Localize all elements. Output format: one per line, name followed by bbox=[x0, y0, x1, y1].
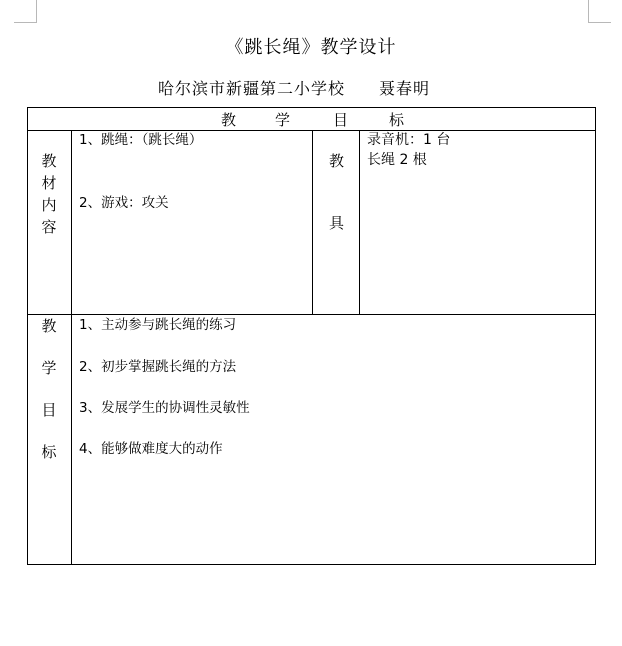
header-char: 标 bbox=[389, 111, 405, 129]
equipment-label: 教 具 bbox=[328, 152, 344, 232]
table-divider bbox=[359, 130, 360, 314]
header-char: 教 bbox=[221, 111, 237, 129]
table-divider bbox=[71, 130, 72, 564]
school-name: 哈尔滨市新疆第二小学校 bbox=[158, 79, 346, 98]
header-char: 学 bbox=[275, 111, 291, 129]
table-header bbox=[28, 108, 595, 130]
header-char: 目 bbox=[333, 111, 349, 129]
page-corner-mark-right bbox=[588, 0, 611, 23]
objective-item: 1、主动参与跳长绳的练习 bbox=[79, 317, 237, 333]
document-title: 《跳长绳》教学设计 bbox=[225, 37, 397, 58]
author-name: 聂春明 bbox=[379, 79, 431, 98]
objective-item: 4、能够做难度大的动作 bbox=[79, 441, 223, 457]
materials-label: 教 材 内 容 bbox=[41, 152, 57, 236]
materials-item: 1、跳绳：（跳长绳） bbox=[79, 132, 203, 148]
objective-item: 3、发展学生的协调性灵敏性 bbox=[79, 400, 250, 416]
table-divider bbox=[312, 130, 313, 314]
equipment-item: 录音机：1 台 bbox=[367, 132, 451, 148]
equipment-item: 长绳 2 根 bbox=[367, 152, 427, 168]
objective-item: 2、初步掌握跳长绳的方法 bbox=[79, 359, 237, 375]
document-subtitle bbox=[158, 76, 430, 99]
lesson-table bbox=[27, 107, 596, 565]
materials-item: 2、游戏：攻关 bbox=[79, 195, 169, 211]
objectives-label: 教 学 目 标 bbox=[41, 317, 57, 461]
page-corner-mark-left bbox=[14, 0, 37, 23]
